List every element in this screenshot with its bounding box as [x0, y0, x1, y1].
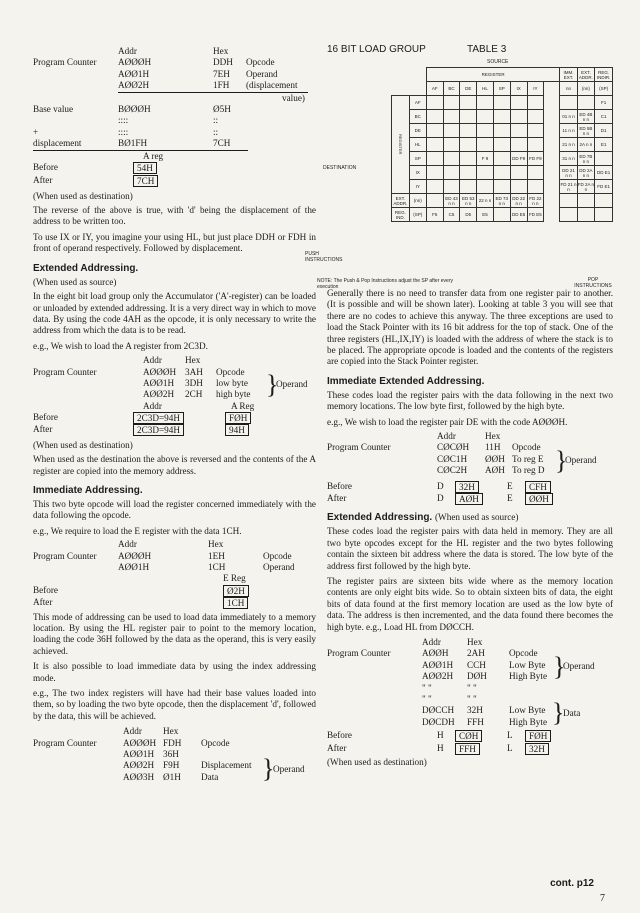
paragraph: This two byte opcode will load the register concerned immediately with the data following the opcode. [33, 499, 316, 521]
paragraph: Generally there is no need to transfer data from one register pair to another. (It is possible and will be shown later). Looking at table 3 you will see that there are no codes to achieve this anyway. The three exceptions are used to load the Stack Pointer with its 16 bit address for the top of stack. One of the three registers (HL,IX,IY) is loaded with the address of where the stack is to be placed. The appropriate opcode is loaded and the contents of the registers are copied into the Stack Pointer register. [327, 288, 613, 367]
example-index-load: Addr Hex Program Counter AØØØH DDH Opcode AØØ1H 7EH Operand AØØ2H 1FH (displacement value) Base value BØØØH Ø5H :::: :: + :::: :: displacement BØ1FH 7CH A reg Before 54H After 7CH (When used as destination) [33, 46, 316, 202]
heading-extended-addressing-16: Extended Addressing. [327, 512, 433, 524]
paragraph: These codes load the register pairs with data held in memory. They are all two byte opcodes except for the HL register and the two bytes following contain the sixteen bit address where the data is stored. The low byte of the address first followed by the high byte. [327, 526, 613, 571]
left-column: Addr Hex Program Counter AØØØH DDH Opcode AØØ1H 7EH Operand AØØ2H 1FH (displacement value) Base value BØØØH Ø5H :::: :: + :::: :: displacement BØ1FH 7CH A reg Before 54H After 7CH (When used as destination) The reverse of the above is true, with 'd' being the displacement of the address to be written too. To use IX or IY, you imagine your using HL, but just place DDH or FDH in front of operand respectively. Followed by displacement. Extended Addressing. (When used as source) In the eight bit load group only the Accumulator ('A'-register) can be loaded or unloaded by extended addressing. It is a very direct way in which to move data. By using the code 4AH as the opcode, it is only necessary to write the address from which the data is to be read. e.g., We wish to load the A register from 2C3D. Addr Hex Program Counter AØØØH 3AH Opcode AØØ1H 3DH low byte } Operand AØØ2H 2CH high byte Addr A Reg Before 2C3D=94H FØH After 2C3D=94H 94H (When used as destination) When used as the destination the above is reversed and the contents of the A register are copied into the memory address. Immediate Addressing. This two byte opcode will load the register concerned immediately with the data following the opcode. e.g., We require to load the E register with the data 1CH. Addr Hex Program Counter AØØØH 1EH Opcode AØØ1H 1CH Operand E Reg Before Ø2H After 1CH This mode of addressing can be used to load data immediately to a memory location. By using the HL register pair to point to the memory location, loading the code 36H followed by the data as the operand, this is very easily achieved. It is also possible to load immediate data by using the index addressing mode. e.g., The two index registers will have had their base values loaded into them, so by loading the two byte opcode, then the displacement 'd', followed by the data, this will be achieved. Addr Hex Program Counter AØØØH FDH Opcode AØØ1H 36H AØØ2H F9H Displacement } Operand AØØ3H Ø1H Data [33, 46, 316, 784]
example-indexed-immediate: Addr Hex Program Counter AØØØH FDH Opcode AØØ1H 36H AØØ2H F9H Displacement } Operand AØØ3H Ø1H Data [33, 726, 305, 784]
page-number: 7 [600, 893, 605, 904]
continued-label: cont. p12 [550, 878, 594, 889]
paragraph: e.g., The two index registers will have had their base values loaded into them, so by loading the two byte opcode, then the displacement 'd', followed by the data, this will be achieved. [33, 688, 316, 721]
right-column: 16 BIT LOAD GROUP TABLE 3 SOURCE DESTINATION PUSH INSTRUCTIONS POP INSTRUCTIONS NOTE: The Push & Pop Instructions adjust the SP after every execution REGISTER IMM. EXT. EXT. ADDR. REG. INDIR. AF BC DE HL SP IX IY nn (nn) (SP) REGISTER AF F1 BC 01 n n ED 4B n n C1 DE 11 n n ED 5B n n D1 HL 21 n n 2A n n E1 SP F 9 DD F9 FD F9 31 n n ED 7B n n IX DD 21 n n DD 2A n n DD E1 IY FD 21 n n FD 2A n n FD E1 EXT. ADDR. (nn) ED 43 n n ED 53 n n 22 n n ED 73 n n DD 22 n n FD 22 n n REG. IND. (SP) F5 C5 D5 E5 DD E5 FD E5 Generally there is no need to transfer data from one register pair to another. (It is possible and will be shown later). Looking at table 3 you will see that there are no codes to achieve this anyway. The three exceptions are used to load the Stack Pointer with its 16 bit address for the top of stack. One of the three registers (HL,IX,IY) is loaded with the address of where the stack is to be placed. The appropriate opcode is loaded and the contents of the registers are copied into the Stack Pointer register. Immediate Extended Addressing. These codes load the register pairs with the data following in the next two memory locations. The low byte first, followed by the high byte. e.g., We wish to load the register pair DE with the code AØØØH. Addr Hex Program Counter CØCØH 11H Opcode CØC1H ØØH To reg E } Operand CØC2H AØH To reg D Before D 32H E CFH After D AØH E ØØH Extended Addressing. (When used as source) These codes load the register pairs with data held in memory. They are all two byte opcodes except for the HL register and the two bytes following contain the sixteen bit address where the data is stored. The low byte of the address first followed by the high byte. The register pairs are sixteen bits wide where as the memory location contents are only eight bits wide. So to obtain sixteen bits of data, the eight bits of data found at the first memory location are used as the low byte of data. The address is then incremented, and the data found there becomes the high byte. e.g., Load HL from DØCCH. Addr Hex Program Counter AØØH 2AH Opcode AØØ1H CCH Low Byte } Operand AØØ2H DØH High Byte " " " " " " " " DØCCH 32H Low Byte } Data DØCDH FFH High Byte Before H CØH L FØH After H FFH L 32H (When used as destination) [305, 44, 613, 767]
table-number: TABLE 3 [467, 44, 507, 55]
section-title: 16 BIT LOAD GROUP [327, 44, 426, 55]
paragraph: When used as the destination the above is reversed and the contents of the A register are copied into the memory address. [33, 454, 316, 476]
heading-immediate-extended: Immediate Extended Addressing. [327, 375, 485, 387]
a-reg-before: 54H [133, 162, 157, 174]
paragraph: The register pairs are sixteen bits wide where as the memory location contents are only eight bits wide. So to obtain sixteen bits of data, the eight bits of data found at the first memory location are used as the low byte of data. The address is then incremented, and the data found there becomes the high byte. e.g., Load HL from DØCCH. [327, 576, 613, 632]
paragraph: To use IX or IY, you imagine your using HL, but just place DDH or FDH in front of operand respectively. Followed by displacement. [33, 231, 316, 254]
example-extended-16: Addr Hex Program Counter AØØH 2AH Opcode AØØ1H CCH Low Byte } Operand AØØ2H DØH High Byte " " " " " " " " DØCCH 32H Low Byte } Data DØCDH FFH High Byte Before H CØH L FØH After H FFH L 32H (When used as destination) [327, 637, 595, 767]
table-16bit-load: SOURCE DESTINATION PUSH INSTRUCTIONS POP INSTRUCTIONS NOTE: The Push & Pop Instructions adjust the SP after every execution REGISTER IMM. EXT. EXT. ADDR. REG. INDIR. AF BC DE HL SP IX IY nn (nn) (SP) REGISTER AF F1 BC 01 n n ED 4B n n C1 DE 11 n n ED 5B n n D1 HL 21 n n 2A n n E1 SP F 9 DD F9 FD F9 31 n n ED 7B n n IX DD 21 n n DD 2A n n DD E1 IY FD 21 n n FD 2A n n FD E1 EXT. ADDR. (nn) ED 43 n n ED 53 n n 22 n n ED 73 n n DD 22 n n FD 22 n n REG. IND. (SP) F5 C5 D5 E5 DD E5 FD E5 [305, 59, 612, 290]
a-reg-after: 7CH [133, 175, 158, 187]
example-extended-load: Addr Hex Program Counter AØØØH 3AH Opcode AØØ1H 3DH low byte } Operand AØØ2H 2CH high byte Addr A Reg Before 2C3D=94H FØH After 2C3D=94H 94H (When used as destination) [33, 355, 308, 450]
paragraph: It is also possible to load immediate data by using the index addressing mode. [33, 661, 316, 683]
paragraph: These codes load the register pairs with the data following in the next two memory locations. The low byte first, followed by the high byte. [327, 389, 613, 412]
heading-immediate-addressing: Immediate Addressing. [33, 485, 143, 497]
paragraph: This mode of addressing can be used to load data immediately to a memory location. By using the HL register pair to point to the memory location, loading the code 36H followed by the data as the operand, this is very easily achieved. [33, 611, 316, 656]
paragraph: The reverse of the above is true, with 'd' being the displacement of the address to be written too. [33, 205, 316, 227]
example-immediate-extended: Addr Hex Program Counter CØCØH 11H Opcode CØC1H ØØH To reg E } Operand CØC2H AØH To reg D Before D 32H E CFH After D AØH E ØØH [327, 431, 597, 505]
heading-extended-addressing: Extended Addressing. [33, 262, 139, 274]
example-immediate-load: Addr Hex Program Counter AØØØH 1EH Opcode AØØ1H 1CH Operand E Reg Before Ø2H After 1CH [33, 539, 295, 609]
paragraph: In the eight bit load group only the Accumulator ('A'-register) can be loaded or unloaded by extended addressing. It is a very direct way in which to move data. By using the code 4AH as the opcode, it is only necessary to write the address from which the data is to be read. [33, 291, 316, 336]
opcode-table: REGISTER IMM. EXT. EXT. ADDR. REG. INDIR. AF BC DE HL SP IX IY nn (nn) (SP) REGISTER AF F1 BC 01 n n ED 4B n n C1 DE 11 n n ED 5B n n D1 HL 21 n n 2A n n E1 SP F 9 DD F9 FD F9 31 n n ED 7B n n IX DD 21 n n DD 2A n n DD E1 IY FD 21 n n FD 2A n n FD E1 EXT. ADDR. (nn) ED 43 n n ED 53 n n 22 n n ED 73 n n DD 22 n n FD 22 n n REG. IND. (SP) F5 C5 D5 E5 DD E5 FD E5 [376, 67, 613, 222]
